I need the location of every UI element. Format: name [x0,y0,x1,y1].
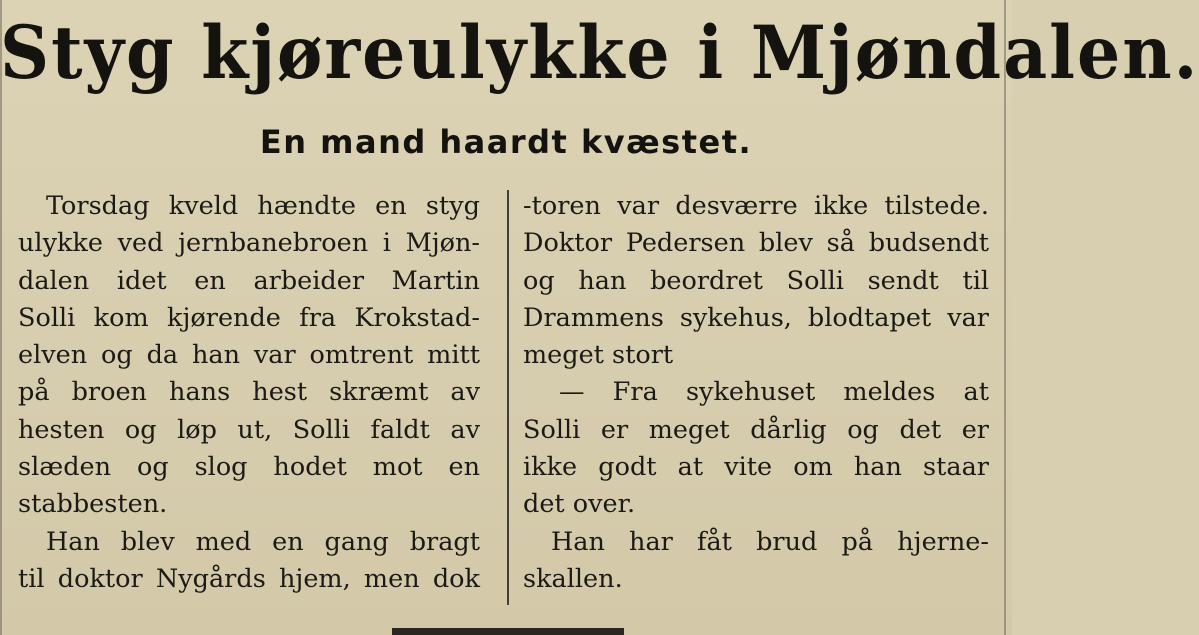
article-subheadline: En mand haardt kvæstet. [259,123,753,161]
text-line: meget stort [523,340,674,371]
text-line: elven og da han var omtrent mitt [18,340,480,371]
article-column-left [18,188,480,598]
text-line: Torsdag kveld hændte en styg [46,191,480,221]
text-line: hesten og løp ut, Solli faldt av [18,414,480,445]
text-line: Drammens sykehus, blodtapet var [523,302,989,333]
article-column-right [523,188,989,598]
text-line: Han har fåt brud på hjerne- [551,526,989,557]
text-line: til doktor Nygårds hjem, men dok [18,563,480,594]
text-line: stabbesten. [18,489,168,520]
text-line: dalen idet en arbeider Martin [18,265,480,296]
text-line: og han beordret Solli sendt til [523,265,989,296]
text-line: Doktor Pedersen blev så budsendt [523,228,989,259]
text-line: Solli er meget dårlig og det er [523,414,989,445]
article-headline: Styg kjøreulykke i Mjøndalen. [0,10,1199,97]
text-line: slæden og slog hodet mot en [18,452,480,483]
text-line: -toren var desværre ikke tilstede. [523,191,989,221]
text-line: ulykke ved jernbanebroen i Mjøn- [18,228,480,259]
text-line: Han blev med en gang bragt [46,526,480,557]
column-divider [507,190,509,605]
text-line: — Fra sykehuset meldes at [559,377,989,408]
text-line: skallen. [523,563,623,594]
text-line: ikke godt at vite om han staar [523,452,989,483]
text-line: Solli kom kjørende fra Krokstad- [18,302,480,333]
text-line: det over. [523,489,636,520]
text-line: på broen hans hest skræmt av [18,377,480,408]
bottom-rule [392,628,624,635]
